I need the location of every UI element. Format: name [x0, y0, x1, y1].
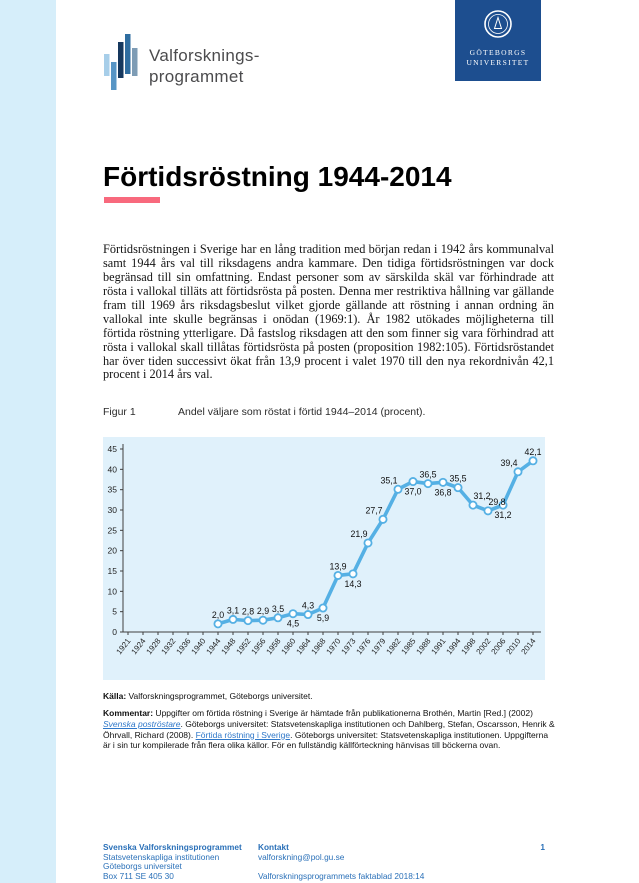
- svg-text:1948: 1948: [219, 636, 238, 657]
- svg-text:1970: 1970: [324, 636, 343, 657]
- body-paragraph: Förtidsröstningen i Sverige har en lång tradition med början redan i 1942 års kommunalval samt 1944 års val till riksdagens andra kammare. Den tidiga förtidsröstningen var dock begränsad till sin omfattning. Endast personer som av särskilda skäl var förhindrade att rösta i vallokal tilläts att förtidsrösta på posten. Denna mer restriktiva hållning var gällande fram till 1969 års riksdagsbeslut vilket gjorde gällande att röstning i annan ordning än vallokal inte skulle begränsas i onödan (1969:1). År 1982 utökades möjligheterna till förtida röstning ytterligare. Då fastslog riksdagen att den som finner sig vara förhindrad att rösta i vallokal skall tillåtas förtidsrösta på posten (proposition 1982:105). Förtidsröstandet har över tiden successivt ökat från 13,9 procent i valet 1970 till den nya rekordnivån 42,1 procent i 2014 års val.: [103, 242, 554, 382]
- footer-org-dept: Statsvetenskapliga institutionen: [103, 851, 220, 862]
- figure-caption-text: Andel väljare som röstat i förtid 1944–2014 (procent).: [178, 406, 426, 418]
- svg-text:1985: 1985: [399, 636, 418, 657]
- svg-text:1968: 1968: [309, 636, 328, 657]
- svg-text:1932: 1932: [159, 636, 178, 657]
- title-accent-bar: [104, 197, 160, 203]
- footer-org-university: Göteborgs universitet: [103, 861, 182, 872]
- svg-text:1988: 1988: [414, 636, 433, 657]
- figure-caption: [103, 406, 425, 418]
- svg-text:10: 10: [107, 586, 117, 597]
- svg-text:31,2: 31,2: [494, 510, 512, 521]
- svg-text:2002: 2002: [474, 636, 493, 657]
- svg-text:1982: 1982: [384, 636, 403, 657]
- footer-contact: [258, 843, 521, 882]
- svg-text:4,3: 4,3: [301, 600, 315, 611]
- svg-text:1994: 1994: [444, 636, 463, 657]
- svg-text:1979: 1979: [369, 636, 388, 657]
- svg-text:2014: 2014: [519, 636, 538, 657]
- svg-text:35: 35: [107, 484, 117, 495]
- svg-text:37,0: 37,0: [404, 486, 422, 497]
- source-label: Källa:: [103, 691, 127, 701]
- svg-text:1952: 1952: [234, 636, 253, 657]
- svg-text:1956: 1956: [249, 636, 268, 657]
- comment-label: Kommentar:: [103, 708, 154, 718]
- svg-text:35,5: 35,5: [449, 473, 467, 484]
- svg-text:20: 20: [107, 545, 117, 556]
- svg-text:1960: 1960: [279, 636, 298, 657]
- line-chart-svg: [103, 437, 545, 680]
- svg-text:2,8: 2,8: [241, 606, 255, 617]
- figure-number: Figur 1: [103, 406, 136, 418]
- svg-text:1958: 1958: [264, 636, 283, 657]
- svg-text:1921: 1921: [114, 636, 133, 657]
- svg-text:1928: 1928: [144, 636, 163, 657]
- footer-org-name: Svenska Valforskningsprogrammet: [103, 842, 242, 852]
- comment-text-segment: . Göteborgs universitet: Statsvetenskapliga institutionen. Uppgifterna är i sin tur kompilerade från flera olika källor. För en fullständig källförteckning hänvisas till böckerna ovan.: [103, 729, 549, 751]
- svg-text:45: 45: [107, 444, 117, 454]
- university-name: [466, 48, 529, 68]
- svg-text:42,1: 42,1: [524, 446, 542, 457]
- svg-text:13,9: 13,9: [329, 561, 347, 572]
- svg-text:30: 30: [107, 505, 117, 515]
- svg-text:3,1: 3,1: [226, 605, 240, 616]
- svg-text:35,1: 35,1: [380, 475, 398, 486]
- svg-text:2010: 2010: [504, 636, 523, 657]
- bar-chart-logo-icon: [104, 34, 138, 97]
- svg-text:1976: 1976: [354, 636, 373, 657]
- university-seal-icon: [483, 9, 513, 44]
- svg-text:27,7: 27,7: [365, 505, 383, 516]
- figure-chart: [103, 437, 545, 680]
- svg-text:40: 40: [107, 464, 117, 475]
- comment-text-segment: . Göteborgs universitet: Statsvetenskapliga institutionen och Dahlberg, Stefan, Oscarsson, Henrik & Öhrvall, Richard (2008).: [103, 718, 555, 740]
- svg-text:1924: 1924: [129, 636, 148, 657]
- comment-link[interactable]: Svenska poströstare: [103, 718, 181, 729]
- svg-text:0: 0: [112, 627, 117, 637]
- svg-text:1944: 1944: [204, 636, 223, 657]
- source-line: [103, 691, 313, 701]
- comment-link[interactable]: Förtida röstning i Sverige: [195, 729, 291, 740]
- page-footer: [103, 843, 545, 882]
- comment-paragraph: [103, 708, 555, 751]
- comment-text-segment: Uppgifter om förtida röstning i Sverige är hämtade från publikationerna Brothén, Martin [Red.] (2002): [153, 708, 533, 718]
- university-name-line2: UNIVERSITET: [466, 58, 530, 67]
- page-title: Förtidsröstning 1944-2014: [103, 160, 452, 192]
- source-text: Valforskningsprogrammet, Göteborgs universitet.: [126, 691, 313, 701]
- svg-text:5: 5: [112, 606, 117, 617]
- svg-text:31,2: 31,2: [473, 491, 491, 502]
- svg-text:15: 15: [107, 566, 117, 576]
- svg-text:3,5: 3,5: [271, 603, 285, 614]
- svg-text:4,5: 4,5: [286, 618, 300, 629]
- svg-text:1936: 1936: [174, 636, 193, 657]
- svg-text:5,9: 5,9: [316, 613, 330, 624]
- gothenburg-university-logo: [455, 0, 541, 81]
- svg-text:14,3: 14,3: [344, 578, 362, 589]
- svg-text:2006: 2006: [489, 636, 508, 657]
- footer-org-address: Box 711 SE 405 30: [103, 871, 174, 882]
- svg-text:2,9: 2,9: [256, 606, 270, 617]
- footer-contact-label: Kontakt: [258, 842, 289, 852]
- svg-text:21,9: 21,9: [350, 528, 368, 539]
- svg-text:29,8: 29,8: [488, 496, 506, 507]
- svg-text:36,8: 36,8: [434, 487, 452, 498]
- footer-organization: [103, 843, 258, 882]
- logo-wordmark: [149, 45, 260, 87]
- footer-contact-email[interactable]: valforskning@pol.gu.se: [258, 851, 345, 862]
- svg-text:1940: 1940: [189, 636, 208, 657]
- svg-text:1991: 1991: [429, 636, 448, 657]
- svg-text:1998: 1998: [459, 636, 478, 657]
- left-margin-strip: [0, 0, 56, 883]
- svg-text:1964: 1964: [294, 636, 313, 657]
- svg-text:1973: 1973: [339, 636, 358, 657]
- footer-series-note: Valforskningsprogrammets faktablad 2018:14: [258, 871, 425, 882]
- page-number: 1: [540, 842, 545, 852]
- valforskningsprogrammet-logo: [104, 34, 260, 97]
- svg-text:36,5: 36,5: [419, 469, 437, 480]
- comment-text: [103, 708, 555, 750]
- logo-line1: Valforsknings-: [149, 45, 260, 65]
- svg-text:25: 25: [107, 525, 117, 536]
- logo-line2: programmet: [149, 66, 244, 86]
- svg-text:39,4: 39,4: [500, 457, 518, 468]
- svg-text:2,0: 2,0: [211, 609, 225, 620]
- university-name-line1: GÖTEBORGS: [469, 48, 527, 57]
